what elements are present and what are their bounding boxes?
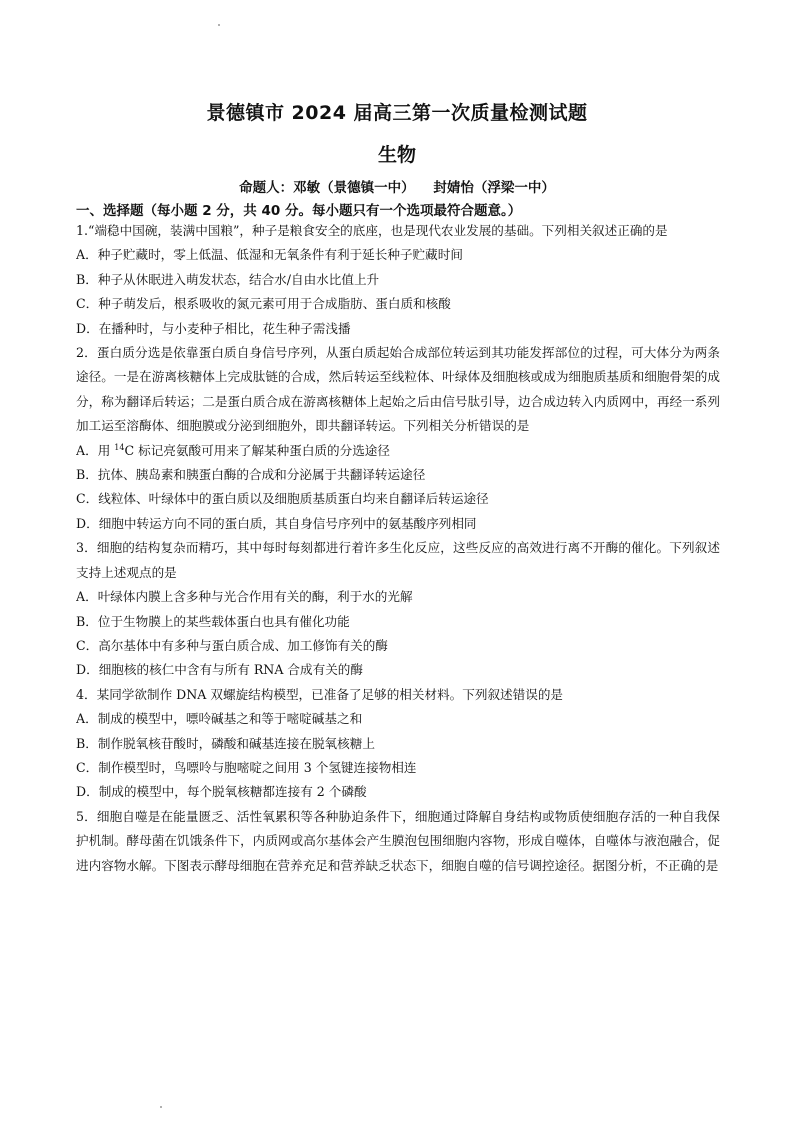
question-1-option-a: A．种子贮藏时，零上低温、低湿和无氧条件有利于延长种子贮藏时间 (76, 247, 463, 263)
section-heading: 一、选择题（每小题 2 分，共 40 分。每小题只有一个选项最符合题意。） (76, 203, 522, 219)
question-1-option-c: C．种子萌发后，根系吸收的氮元素可用于合成脂肪、蛋白质和核酸 (76, 296, 451, 312)
isotope-superscript: 14 (114, 442, 125, 452)
exam-subject: 生物 (377, 144, 416, 166)
question-2-option-b: B．抗体、胰岛素和胰蛋白酶的合成和分泌属于共翻译转运途径 (76, 467, 426, 483)
option-a-suffix: C 标记亮氨酸可用来了解某种蛋白质的分选途径 (124, 442, 390, 458)
scan-dot (160, 1106, 162, 1108)
question-4-option-d: D．制成的模型中，每个脱氧核糖都连接有 2 个磷酸 (76, 784, 367, 800)
scan-dot (218, 24, 220, 26)
question-3-option-c: C．高尔基体中有多种与蛋白质合成、加工修饰有关的酶 (76, 637, 388, 653)
question-4-option-a: A．制成的模型中，嘌呤碱基之和等于嘧啶碱基之和 (76, 711, 363, 727)
question-5-stem: 5．细胞自噬是在能量匮乏、活性氧累积等各种胁迫条件下，细胞通过降解自身结构或物质使细胞存活的一种自我保护机制。酵母菌在饥饿条件下，内质网或高尔基体会产生膜泡包围细胞内容物，形成自噬体，自噬体与液泡融合，促进内容物水解。下图表示酵母细胞在营养充足和营养缺乏状态下，细胞自噬的信号调控途径。据图分析，不正确的是 (76, 808, 720, 873)
question-1-stem: 1.“端稳中国碗，装满中国粮”，种子是粮食安全的底座，也是现代农业发展的基础。下列相关叙述正确的是 (76, 223, 668, 238)
question-2-stem: 2．蛋白质分选是依靠蛋白质自身信号序列，从蛋白质起始合成部位转运到其功能发挥部位的过程，可大体分为两条途径。一是在游离核糖体上完成肽链的合成，然后转运至线粒体、叶绿体及细胞核或成为细胞质基质和细胞骨架的成分，称为翻译后转运；二是蛋白质合成在游离核糖体上起始之后由信号肽引导，边合成边转入内质网中，再经一系列加工运至溶酶体、细胞膜或分泌到细胞外，即共翻译转运。下列相关分析错误的是 (76, 345, 720, 434)
question-4-option-b: B．制作脱氧核苷酸时，磷酸和碱基连接在脱氧核糖上 (76, 735, 375, 751)
question-3-option-a: A．叶绿体内膜上含多种与光合作用有关的酶，利于水的光解 (76, 589, 413, 605)
question-3-option-d: D．细胞核的核仁中含有与所有 RNA 合成有关的酶 (76, 662, 363, 678)
question-3-stem: 3．细胞的结构复杂而精巧，其中每时每刻都进行着许多生化反应，这些反应的高效进行离不开酶的催化。下列叙述支持上述观点的是 (76, 540, 720, 580)
question-1-option-b: B．种子从休眠进入萌发状态，结合水/自由水比值上升 (76, 271, 380, 287)
question-1-option-d: D．在播种时，与小麦种子相比，花生种子需浅播 (76, 320, 351, 336)
question-4-stem: 4．某同学欲制作 DNA 双螺旋结构模型，已准备了足够的相关材料。下列叙述错误的是 (76, 686, 564, 702)
question-2-option-c: C．线粒体、叶绿体中的蛋白质以及细胞质基质蛋白均来自翻译后转运途径 (76, 491, 489, 507)
exam-authors: 命题人：邓敏（景德镇一中） 封婧怡（浮梁一中） (239, 180, 555, 196)
question-2-option-a (76, 439, 720, 463)
exam-title: 景德镇市 2024 届高三第一次质量检测试题 (206, 102, 588, 124)
question-list (76, 219, 720, 878)
question-3-option-b: B．位于生物膜上的某些载体蛋白也具有催化功能 (76, 613, 350, 629)
option-a-prefix: A．用 (76, 442, 115, 458)
question-4-option-c: C．制作模型时，鸟嘌呤与胞嘧啶之间用 3 个氢键连接物相连 (76, 759, 417, 775)
question-2-option-d: D．细胞中转运方向不同的蛋白质，其自身信号序列中的氨基酸序列相同 (76, 515, 477, 531)
